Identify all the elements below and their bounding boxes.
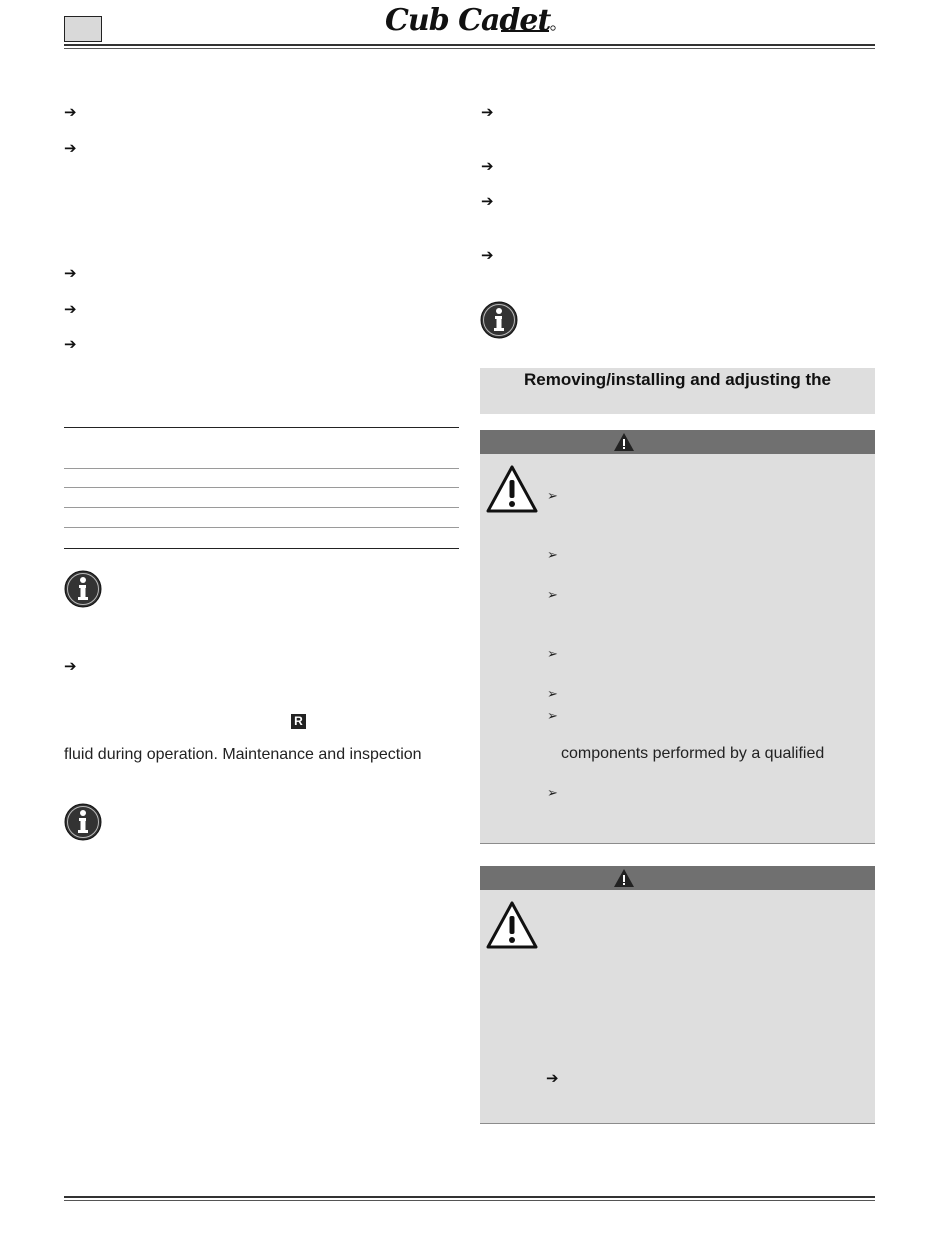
- warning-header-bar: [480, 866, 875, 890]
- bullet-chevron-icon: ➢: [547, 548, 558, 563]
- bullet-arrow-icon: ➔: [64, 300, 77, 318]
- header-rule: [64, 44, 875, 46]
- info-icon: [64, 570, 102, 608]
- table-row-rule: [64, 487, 459, 488]
- cub-cadet-logo: [383, 2, 563, 36]
- warning-triangle-icon: [613, 868, 635, 888]
- info-icon: [480, 301, 518, 339]
- header-rule-thin: [64, 48, 875, 49]
- warning-box: [480, 866, 875, 1124]
- bullet-arrow-icon: ➔: [481, 157, 494, 175]
- warning-triangle-icon: [613, 432, 635, 452]
- r-badge: R: [291, 714, 306, 729]
- warning-box: [480, 430, 875, 844]
- bullet-arrow-icon: ➔: [64, 335, 77, 353]
- bullet-arrow-icon: ➔: [481, 246, 494, 264]
- footer-rule-thin: [64, 1200, 875, 1201]
- paragraph-text: fluid during operation. Maintenance and inspection: [64, 746, 422, 763]
- bullet-chevron-icon: ➢: [547, 489, 558, 504]
- table-bottom-rule: [64, 548, 459, 549]
- info-icon: [64, 803, 102, 841]
- bullet-chevron-icon: ➢: [547, 786, 558, 801]
- table-top-rule: [64, 427, 459, 428]
- bullet-chevron-icon: ➢: [547, 687, 558, 702]
- section-heading: Removing/installing and adjusting the: [524, 370, 831, 389]
- bullet-arrow-icon: ➔: [481, 192, 494, 210]
- table-row-rule: [64, 527, 459, 528]
- bullet-arrow-icon: ➔: [64, 139, 77, 157]
- bullet-arrow-icon: ➔: [64, 657, 77, 675]
- warning-header-bar: [480, 430, 875, 454]
- warning-text: components performed by a qualified: [561, 745, 825, 762]
- bullet-chevron-icon: ➢: [547, 647, 558, 662]
- bullet-arrow-icon: ➔: [64, 103, 77, 121]
- footer-rule: [64, 1196, 875, 1198]
- page-number-box: [64, 16, 102, 42]
- warning-triangle-icon: [486, 465, 538, 513]
- bullet-arrow-icon: ➔: [546, 1069, 559, 1087]
- warning-triangle-icon: [486, 901, 538, 949]
- table-row-rule: [64, 507, 459, 508]
- bullet-chevron-icon: ➢: [547, 588, 558, 603]
- bullet-arrow-icon: ➔: [64, 264, 77, 282]
- bullet-arrow-icon: ➔: [481, 103, 494, 121]
- svg-text:Cub Cadet: Cub Cadet: [385, 3, 551, 36]
- bullet-chevron-icon: ➢: [547, 709, 558, 724]
- table-row-rule: [64, 468, 459, 469]
